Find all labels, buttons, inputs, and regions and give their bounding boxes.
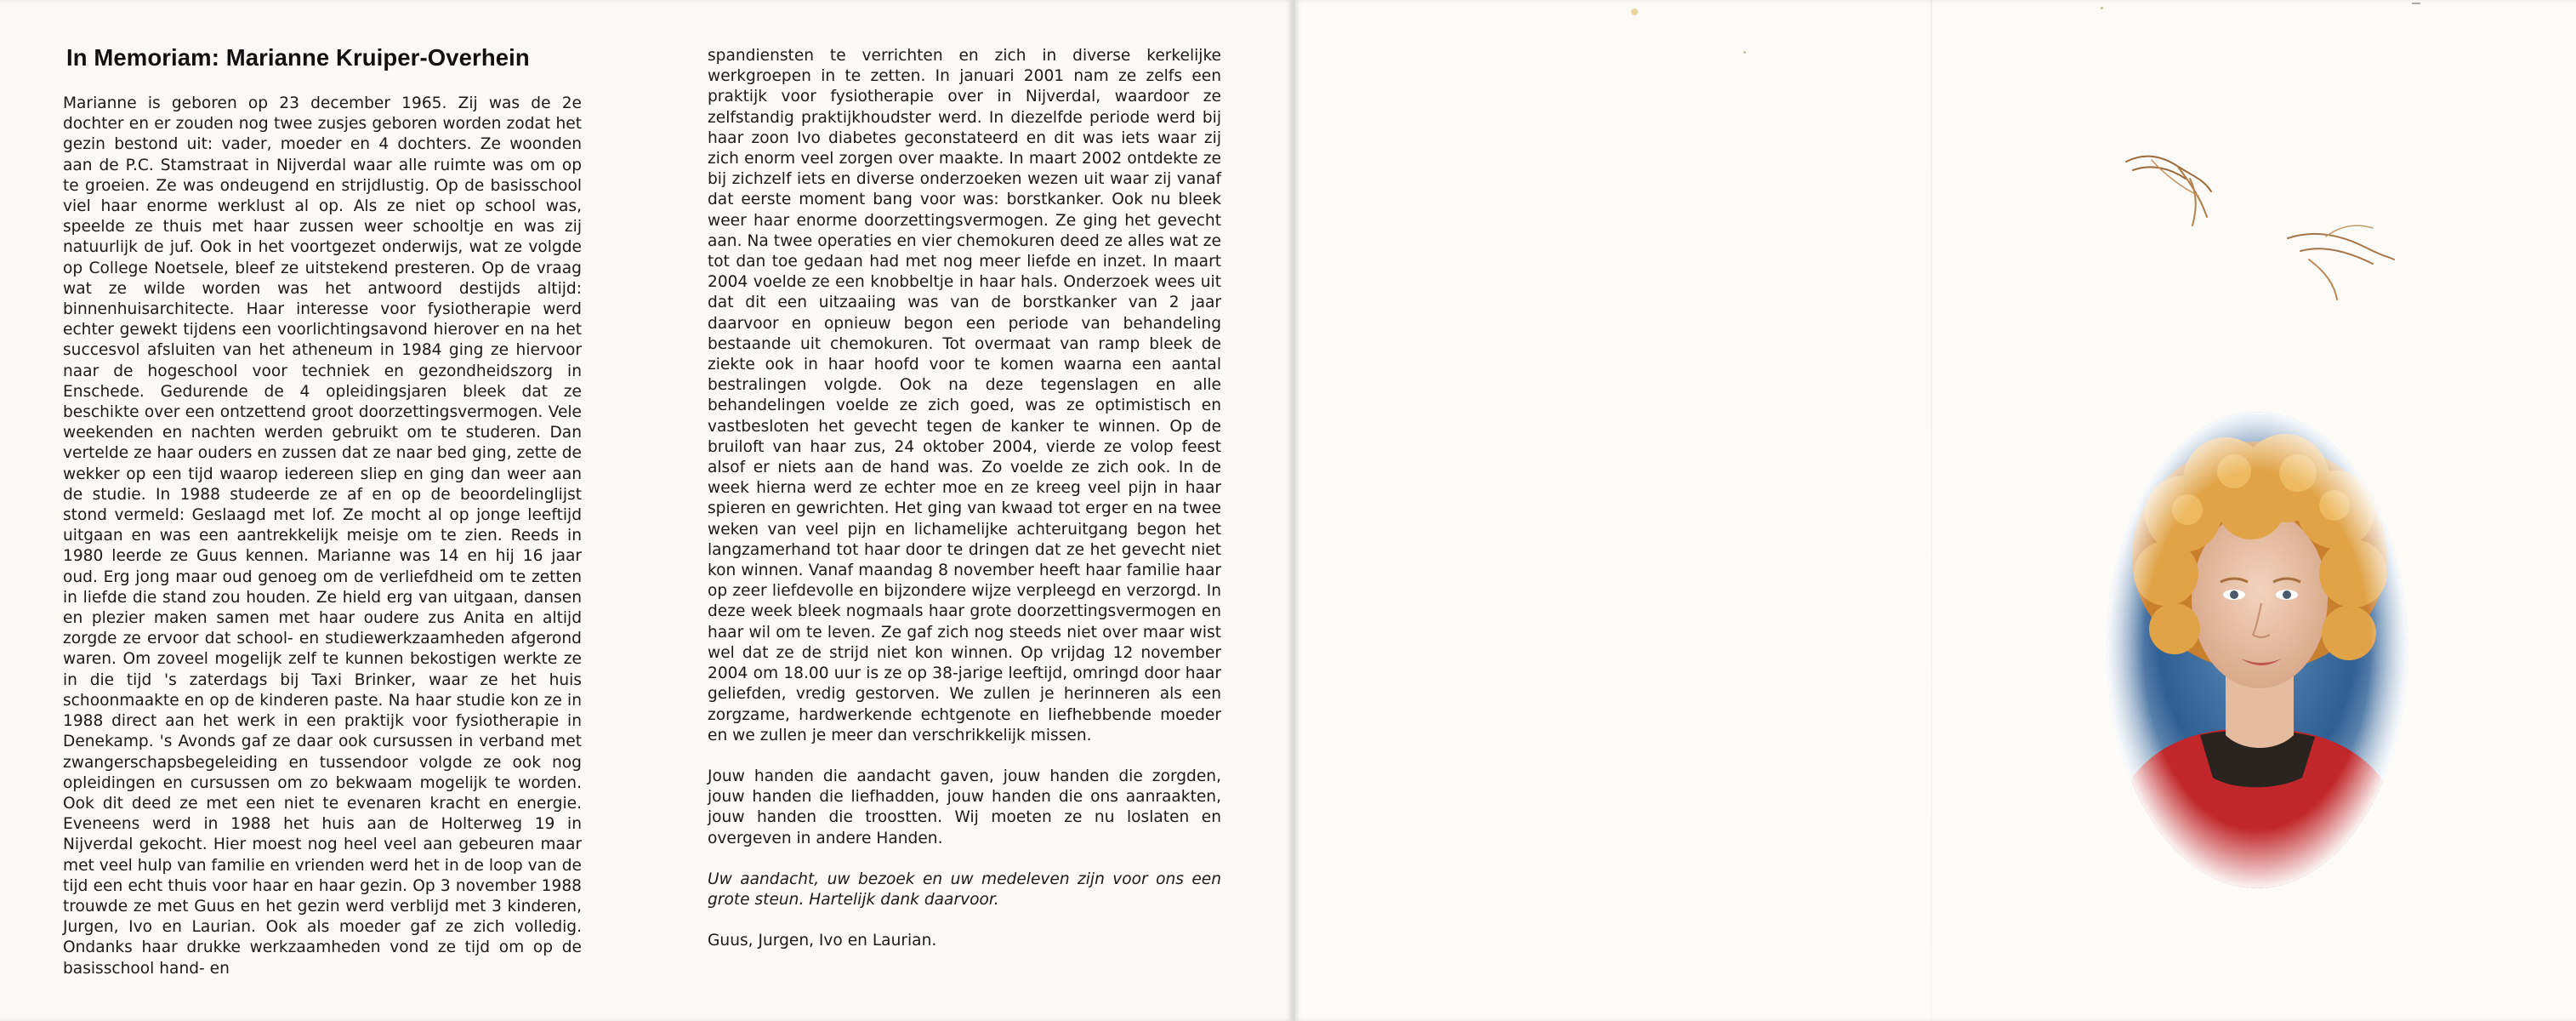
paragraph-biography-part2: spandiensten te verrichten en zich in diverse kerkelijke werkgroepen in te zetten. In januari 2001 nam ze zelfs een praktijk voor fysiotherapie over in Nijverdal, waardoor ze zelfstandig praktijkhoudster werd. In diezelfde periode werd bij haar zoon Ivo diabetes geconstateerd en dit was iets waar zij zich enorm veel zorgen over maakte. In maart 2002 ontdekte ze bij zichzelf iets en diverse onderzoeken wezen uit waar zij vanaf dat eerste moment bang voor was: borstkanker. Ook nu bleek weer haar enorme doorzettingsvermogen. Ze ging het gevecht aan. Na twee operaties en vier chemokuren deed ze alles wat ze tot dan toe gedaan had met nog meer liefde en inzet. In maart 2004 voelde ze een knobbeltje in haar hals. Onderzoek wees uit dat dit een uitzaaiing was van de borstkanker van 2 jaar daarvoor en opnieuw begon een periode van behandeling bestaande uit chemokuren. Tot overmaat van ramp bleek de ziekte ook in haar hoofd voor te komen waarna een aantal bestralingen volgde. Ook na deze tegenslagen en alle behandelingen voelde ze zich goed, was ze optimistisch en vastbesloten het gevecht tegen de kanker te winnen. Op de bruiloft van haar zus, 24 oktober 2004, vierde ze volop feest alsof er niets aan de hand was. Zo voelde ze zich ook. In de week hierna werd ze echter moe en ze kreeg veel pijn in haar spieren en gewrichten. Het ging van kwaad tot erger en na twee weken van veel pijn en lichamelijke achteruitgang begon het langzamerhand tot haar door te dringen dat ze het gevecht niet kon winnen. Vanaf maandag 8 november heeft haar familie haar op zeer liefdevolle en bijzondere wijze verpleegd en verzorgd. In deze week bleek nogmaals haar grote doorzettingsvermogen en haar wil om te leven. Ze gaf zich nog steeds niet over maar wist wel dat ze de strijd niet kon winnen. Op vrijdag 12 november 2004 om 18.00 uur is ze op 38-jarige leeftijd, omringd door haar geliefden, vredig gestorven. We zullen je herinneren als een zorgzame, hardwerkende echtgenote en liefhebbende moeder en we zullen je meer dan verschrikkelijk missen. xyxy=(708,47,1221,744)
gold-speck xyxy=(1631,9,1638,15)
paper-speck xyxy=(2101,7,2103,9)
right-hand-sketch xyxy=(2288,225,2394,299)
hands-sketch-illustration xyxy=(2118,145,2398,315)
page-title: In Memoriam: Marianne Kruiper-Overhein xyxy=(66,44,530,71)
portrait-photo xyxy=(2107,412,2408,888)
portrait-illustration xyxy=(2107,412,2408,888)
card-fold-line xyxy=(1931,0,1932,1021)
paragraph-biography-part1: Marianne is geboren op 23 december 1965. Zij was de 2e dochter en er zouden nog twee zusjes geboren worden zodat het gezin bestond uit: vader, moeder en 4 dochters. Ze woonden aan de P.C. Stamstraat in Nijverdal waar alle ruimte was om op te groeien. Ze was ondeugend en strijdlustig. Op de basisschool viel haar enorme werklust al op. Als ze niet op school was, speelde ze thuis met haar zussen weer schooltje en was zij natuurlijk de juf. Ook in het voortgezet onderwijs, wat ze volgde op College Noetsele, bleef ze uitstekend presteren. Op de vraag wat ze wilde worden was het antwoord destijds altijd: binnenhuisarchitecte. Haar interesse voor fysiotherapie werd echter gewekt tijdens een voorlichtingsavond hierover en na het succesvol afsluiten van het atheneum in 1984 ging ze hiervoor naar de hogeschool voor techniek en gezondheidszorg in Enschede. Gedurende de 4 opleidingsjaren bleek dat ze beschikte over een ontzettend groot doorzettingsvermogen. Vele weekenden en nachten werden gebruikt om te studeren. Dan vertelde ze haar ouders en zussen dat ze naar bed ging, zette de wekker op een tijd waarop iedereen sliep en ging dan weer aan de studie. In 1988 studeerde ze af en op de beoordelinglijst stond vermeld: Geslaagd met lof. Ze mocht al op jonge leeftijd uitgaan en was een aantrekkelijk meisje om te zien. Reeds in 1980 leerde ze Guus kennen. Marianne was 14 en hij 16 jaar oud. Erg jong maar oud genoeg om de verliefdheid om te zetten in liefde die stand zou houden. Ze hield erg van uitgaan, dansen en plezier maken samen met haar oudere zus Anita en altijd zorgde ze ervoor dat school- en studiewerkzaamheden afgerond waren. Om zoveel mogelijk zelf te kunnen bekostigen werkte ze in die tijd 's zaterdags bij Taxi Brinker, waar ze het huis schoonmaakte en op de kinderen paste. Na haar studie kon ze in 1988 direct aan het werk in een praktijk voor fysiotherapie in Denekamp. 's Avonds gaf ze daar ook cursussen in verband met zwangerschapsbegeleiding en tussendoor volgde ze ook nog opleidingen en cursussen om zo bekwaam mogelijk te worden. Ook dit deed ze met een niet te evenaren kracht en energie. Eveneens werd in 1988 het huis aan de Holterweg 19 in Nijverdal gekocht. Hier moest nog heel veel aan gebeuren maar met veel hulp van familie en vrienden werd het in de loop van de tijd een echt thuis voor haar en haar gezin. Op 3 november 1988 trouwde ze met Guus en het gezin werd verblijd met 3 kinderen, Jurgen, Ivo en Laurian. Ook als moeder gaf ze zich volledig. Ondanks haar drukke werkzaamheden vond ze tijd om op de basisschool hand- en xyxy=(63,94,582,978)
paragraph-hands-poem: Jouw handen die aandacht gaven, jouw handen die zorgden, jouw handen die liefhadden, jouw handen die ons aanraakten, jouw handen die troostten. Wij moeten ze nu loslaten en overgeven in andere Handen. xyxy=(708,767,1221,847)
signature: Guus, Jurgen, Ivo en Laurian. xyxy=(708,932,937,950)
paper-speck xyxy=(1743,51,1746,54)
left-hand-sketch xyxy=(2126,157,2211,225)
text-column-right xyxy=(708,46,1221,951)
text-column-left xyxy=(63,94,582,979)
paragraph-thanks: Uw aandacht, uw bezoek en uw medeleven zijn voor ons een grote steun. Hartelijk dank daarvoor. xyxy=(708,870,1221,909)
corner-mark xyxy=(2412,3,2420,9)
